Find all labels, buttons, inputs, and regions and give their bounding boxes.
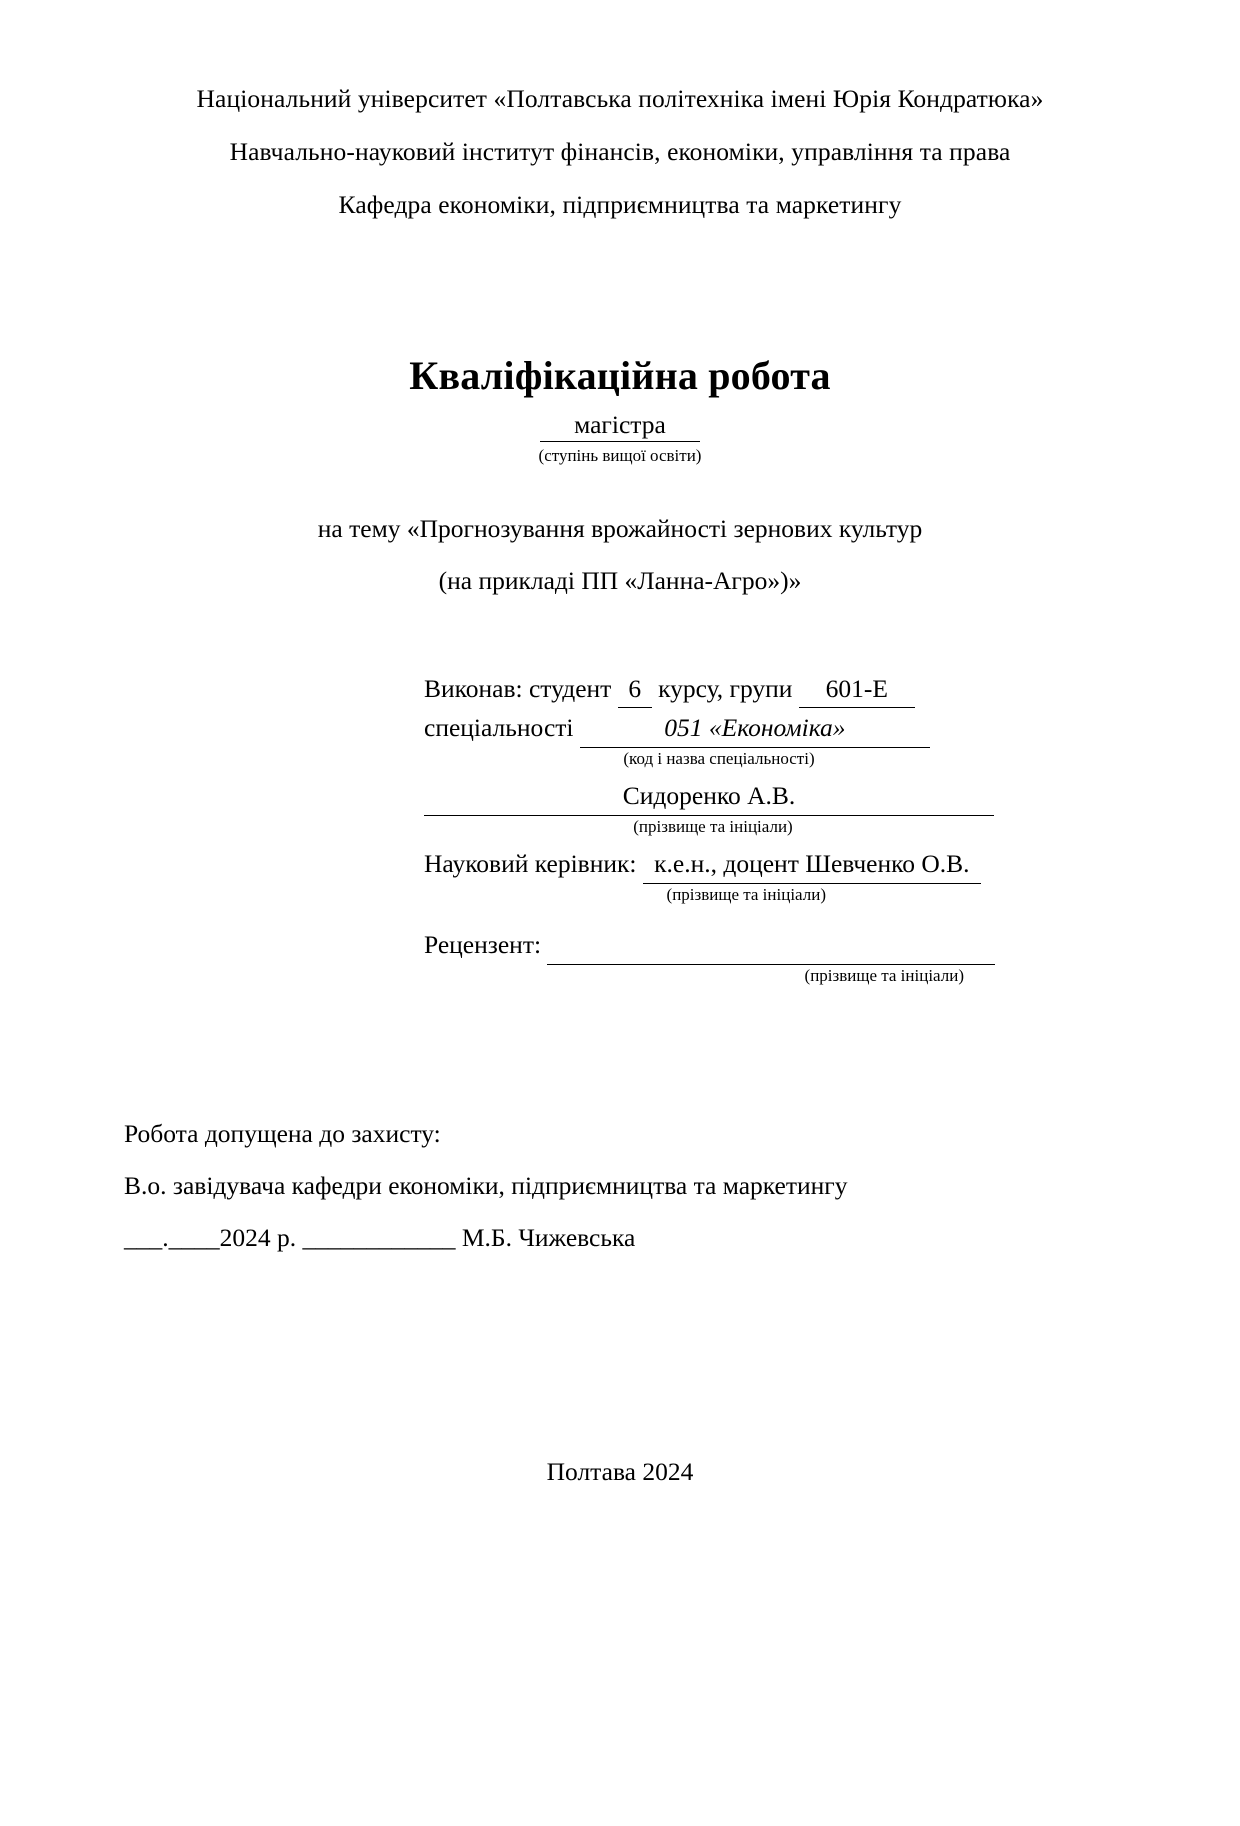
page-title: Кваліфікаційна робота bbox=[409, 353, 831, 398]
student-name-field[interactable]: Сидоренко А.В. bbox=[424, 778, 994, 816]
thesis-topic bbox=[0, 503, 1240, 607]
university-name: Національний університет «Полтавська політехніка імені Юрія Кондратюка» bbox=[196, 84, 1044, 113]
supervisor-caption: (прізвище та ініціали) bbox=[666, 885, 826, 904]
speciality-field[interactable]: 051 «Економіка» bbox=[580, 710, 930, 748]
document-title-block bbox=[0, 353, 1240, 467]
degree-value: магістра bbox=[540, 410, 700, 442]
supervisor-field[interactable]: к.е.н., доцент Шевченко О.В. bbox=[643, 846, 981, 884]
speciality-row bbox=[424, 710, 994, 748]
approval-date-signature-line: ___.____2024 р. ____________ М.Б. Чижевська bbox=[124, 1223, 636, 1252]
supervisor-row bbox=[424, 846, 994, 884]
reviewer-caption: (прізвище та ініціали) bbox=[804, 966, 964, 985]
group-field[interactable]: 601-Е bbox=[799, 671, 915, 708]
degree-caption: (ступінь вищої освіти) bbox=[538, 446, 702, 465]
institute-name: Навчально-науковий інститут фінансів, економіки, управління та права bbox=[229, 137, 1011, 166]
degree-row bbox=[0, 410, 1240, 442]
student-name-caption: (прізвище та ініціали) bbox=[633, 817, 793, 836]
approval-line-1: Робота допущена до захисту: bbox=[124, 1119, 441, 1148]
course-field[interactable]: 6 bbox=[618, 671, 652, 708]
department-name: Кафедра економіки, підприємництва та маркетингу bbox=[338, 190, 902, 219]
supervisor-label: Науковий керівник: bbox=[424, 849, 637, 878]
thesis-topic-line-1: на тему «Прогнозування врожайності зернових культур bbox=[317, 514, 923, 543]
student-name-row bbox=[424, 778, 994, 816]
place-year-footer: Полтава 2024 bbox=[546, 1457, 694, 1486]
reviewer-label: Рецензент: bbox=[424, 930, 542, 959]
reviewer-field[interactable] bbox=[547, 927, 995, 965]
approval-block bbox=[0, 1108, 1240, 1264]
performed-by-row bbox=[424, 671, 994, 708]
performed-by-label: Виконав: студент bbox=[424, 674, 612, 703]
thesis-topic-line-2: (на прикладі ПП «Ланна-Агро»)» bbox=[438, 566, 802, 595]
title-page bbox=[0, 72, 1240, 1826]
speciality-caption: (код і назва спеціальності) bbox=[623, 749, 815, 768]
reviewer-row bbox=[424, 927, 994, 965]
approval-line-2: В.о. завідувача кафедри економіки, підприємництва та маркетингу bbox=[124, 1171, 848, 1200]
institution-header bbox=[0, 72, 1240, 231]
student-info-block bbox=[0, 671, 1240, 986]
course-label: курсу, групи bbox=[658, 674, 793, 703]
speciality-label: спеціальності bbox=[424, 713, 574, 742]
